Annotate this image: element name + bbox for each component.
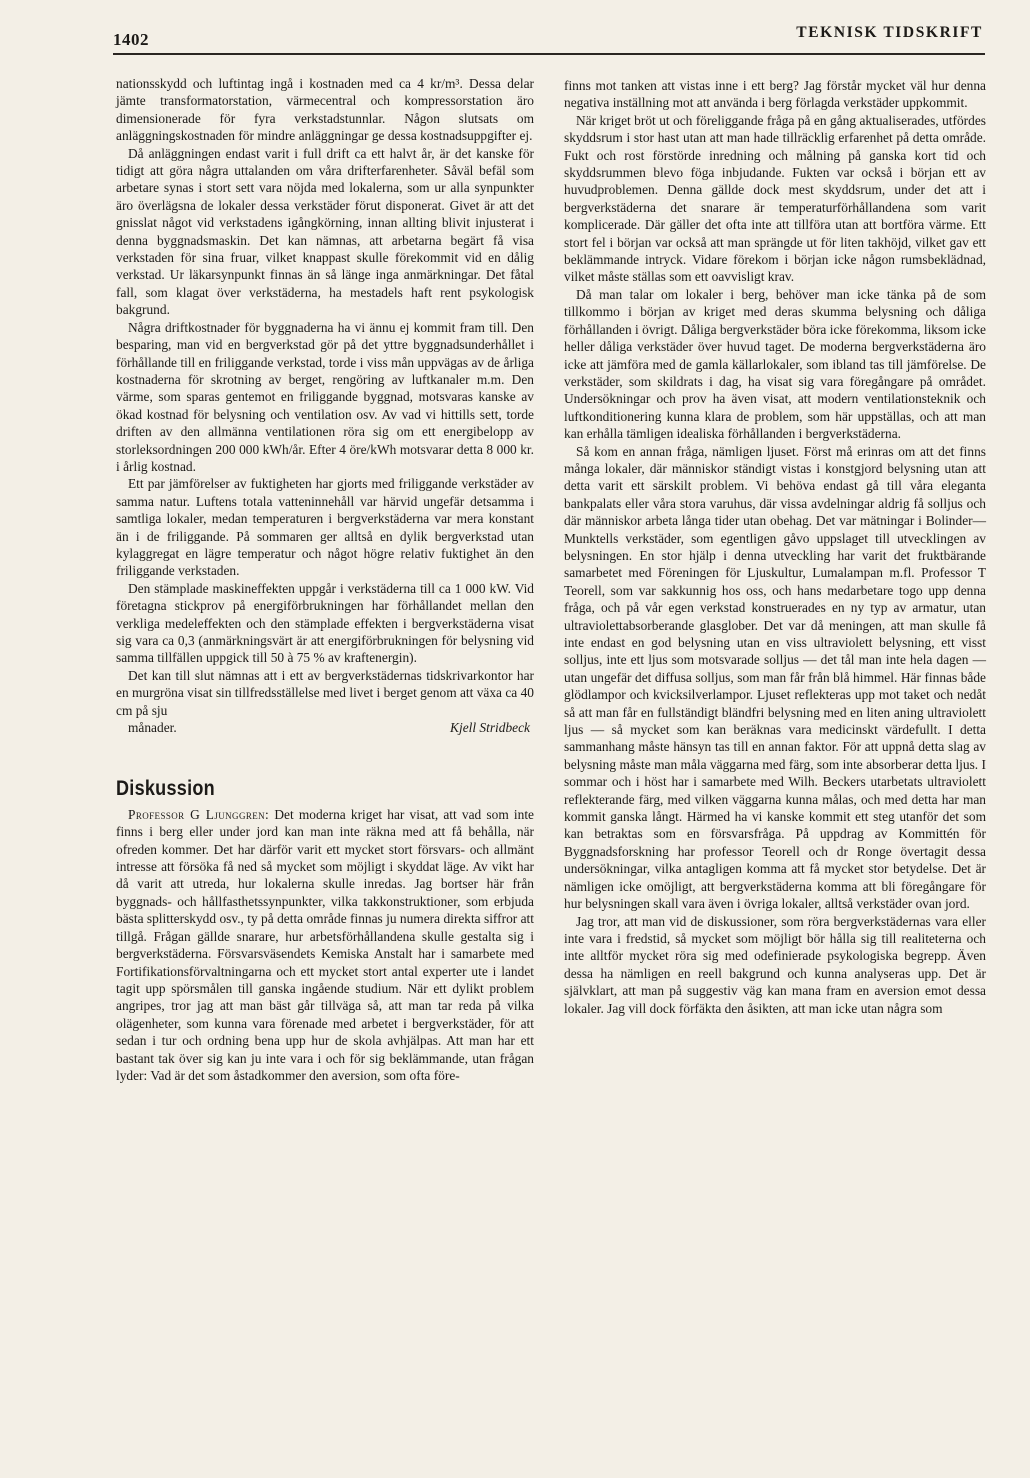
closing-paragraph: Det kan till slut nämnas att i ett av bergverkstädernas tidskrivarkontor har en murgröna visat sin tillfredsställelse med livet i berget genom att växa ca 40 cm på sju <box>116 667 534 718</box>
paragraph: Jag tror, att man vid de diskussioner, som röra bergverkstädernas vara eller inte vara i fredstid, så mycket som möjligt bör hålla sig till realiteterna och inte alltför mycket röra sig med odefinierade psykologiska begrepp. Även dessa ha nämligen en reell bakgrund och kunna analyseras upp. Det är självklart, att man på suggestiv väg kan mana fram en aversion emot dessa lokaler. Jag vill dock förfäkta den åsikten, att man icke utan några som <box>564 913 986 1016</box>
paragraph: Då anläggningen endast varit i full drift ca ett halvt år, är det kanske för tidigt att göra några uttalanden om våra drifterfarenheter. Såväl befäl som arbetare synas i stort sett vara nöjda med lokalerna, som ur alla synpunkter äro överlägsna de lokaler dessa verkstäder förut disponerat. Givet är att det gnisslat något vid verkstadens igångkörning, innan allting blivit injusterat i denna byggnadsmaskin. Det kan nämnas, att arbetarna begärt få visa verkstaden för sina fruar, vilket knappast skulle förekommit vid en dålig verkstad. Ur läkarsynpunkt finnas än så länge inga anmärkningar. Det fåtal fall, som klagat över verkstäderna, ha mestadels haft rent psykologisk bakgrund. <box>116 145 534 318</box>
closing-last-word: månader. <box>128 720 177 736</box>
discussion-text: Det moderna kriget har visat, att vad som inte finns i berg eller under jord kan man inte räkna med att få behålla, när ofreden kommer. Det har därför varit ett mycket stort försvars- och allmänt intresse att försöka få ned så mycket som möjligt i skyddat läge. Av vikt har då varit att utreda, hur lokalerna skulle inredas. Jag bortser här från byggnads- och hållfasthetssynpunkter, vilka takkonstruktioner, som erbjuda bästa splitterskydd osv., ty på detta område finnas ju numera direkta siffror att tillgå. Frågan gällde snarare, hur arbetsförhållandena skulle gestalta sig i bergverkstäderna. Försvarsväsendets Kemiska Anstalt har i samarbete med Fortifikationsförvaltningarna och ett mycket stort antal experter ute i landet tagit upp spörsmålen till ganska ingående studium. När ett dylikt problem angripes, tror jag att man bäst går tillväga så, att man tar reda på vilka olägenheter, som kunna vara förenade med arbetet i bergverkstäder, för att sedan i tur och ordning bena upp hur de skola avhjälpas. Att man har ett bastant tak över sig kan ju inte vara i och för sig beklämmande, utan frågan lyder: Vad är det som åstadkommer den aversion, som ofta före- <box>116 806 534 1083</box>
paragraph: Några driftkostnader för byggnaderna ha vi ännu ej kommit fram till. Den besparing, man vid en bergverkstad gör på det yttre byggnadsunderhållet i förhållande till en friliggande verkstad, torde i viss mån uppvägas av de årliga kostnaderna för skrotning av berget, rengöring av luftkanaler m.m. Den värme, som sparas gentemot en friliggande byggnad, motsvaras kanske av ökad kostnad för belysning och ventilation osv. Av vad vi hittills sett, torde driften av den allmänna ventilationen röra sig om ett energibelopp av storleksordningen 200 000 kWh/år. Efter 4 öre/kWh motsvarar detta 8 000 kr. i årlig kostnad. <box>116 319 534 474</box>
paragraph: Ett par jämförelser av fuktigheten har gjorts med friliggande verkstäder av samma natur. Luftens totala vatteninnehåll var härvid ungefär detsamma i samtliga lokaler, medan temperaturen i bergverkstäderna var mera konstant än i de friliggande. På sommaren ger alltså en dylik bergverkstad utan kylaggregat en lägre temperatur och något högre relativ fuktighet än den friliggande verkstaden. <box>116 476 534 579</box>
author-signature: Kjell Stridbeck <box>450 720 530 736</box>
paragraph: När kriget bröt ut och föreliggande fråga på en gång aktualiserades, utfördes skyddsrum i stor hast utan att man hade tillräcklig erfarenhet på detta område. Fukt och rost förstörde inredning och målning på ganska kort tid och skyddsrummen blevo föga inbjudande. Fukten var också i början ett av huvudproblemen. Denna gällde dock mest skyddsrum, under det att i bergverkstäderna det snarare är temperaturförhållandena som varit komplicerade. Där gäller det ofta inte att tillföra utan att bortföra värme. Ett stort fel i början var också att man sprängde ut för liten takhöjd, vilket gav ett beklämmande intryck. Vidare förekom i början icke någon rumsbeklädnad, vilket måste ställas som ett oavvisligt krav. <box>564 112 986 285</box>
paragraph: Då man talar om lokaler i berg, behöver man icke tänka på de som tillkommo i början av kriget med deras skumma belysning och dåliga förhållanden i övrigt. Dåliga bergverkstäder böra icke förekomma, liksom icke heller dåliga verkstäder över huvud taget. De moderna bergverkstäderna äro icke att jämföra med de gamla källarlokaler, som ibland tas till jämförelse. De verkstäder, som skildrats i dag, ha visat sig vara föregångare på området. Undersökningar och prov ha även visat, att modern ventilationsteknik och luftkonditionering kunna klara de problem, som här uppställas, och att man kan erhålla tämligen idealiska förhållanden i bergverkstäderna. <box>564 286 986 442</box>
header-rule <box>113 53 985 55</box>
left-column <box>116 75 534 1084</box>
paragraph: finns mot tanken att vistas inne i ett berg? Jag förstår mycket väl hur denna negativa inställning mot att använda i berg förlagda verkstäder uppkommit. <box>564 78 986 111</box>
section-heading: Diskussion <box>116 777 215 801</box>
paragraph: Den stämplade maskineffekten uppgår i verkstäderna till ca 1 000 kW. Vid företagna stickprov på energiförbrukningen har förhållandet mellan den verkliga medeleffekten och den stämplade effekten i bergverkstäderna visat sig vara ca 0,3 (anmärkningsvärt är att energiförbrukningen för belysning vid samma tillfällen uppgick till 50 à 75 % av kraftenergin). <box>116 580 534 666</box>
paragraph: nationsskydd och luftintag ingå i kostnaden med ca 4 kr/m³. Dessa delar jämte transformatorstation, värmecentral och kompressorstation äro dimensionerade för fyra verkstadstunnlar. Någon slutsats om anläggningskostnaden för mindre anläggningar ge dessa kostnadsuppgifter ej. <box>116 76 534 144</box>
right-column <box>564 77 986 1017</box>
speaker-name: Professor G Ljunggren: <box>128 806 270 822</box>
page-number: 1402 <box>113 30 149 49</box>
signature-line <box>116 719 534 736</box>
paragraph: Så kom en annan fråga, nämligen ljuset. Först må erinras om att det finns många lokaler, där människor ständigt vistas i konstgjord belysning utan att detta varit ett särskilt problem. Vi behöva endast gå till våra eleganta bankpalats eller våra stora varuhus, där vissa avdelningar aldrig få solljus och där människor arbeta långa tider utan obehag. Det var mätningar i Bolinder—Munktells verkstäder, som egentligen gåvo uppslaget till utvecklingen av belysningen. En stor hjälp i denna utveckling har varit det fruktbärande samarbetet med Föreningen för Ljuskultur, Lumalampan m.fl. Professor T Teorell, som var sakkunnig hos oss, och hans medarbetare togo upp denna fråga, och på vår egen verkstad konstruerades en ny typ av armatur, utan ultraviolettabsorberande glasglober. Det var då meningen, att man skulle få inte endast en god belysning utan en viss ultraviolett belysning, ett visst solljus, inte ett ljus som motsvarade solljus — det tål man inte hela dagen — utan ungefär det diffusa solljus, som man får från blå himmel. Här finnas både glödlampor och kvicksilverlampor. Ljuset reflekteras upp mot taket och nedåt så att man får en fullständigt bländfri belysning med en liten aning ultraviolett ljus — så mycket som kan beräknas vara medicinskt värdefullt. I detta sammanhang måste hänsyn tas till en annan faktor. För att uppnå detta slag av belysning måste man måla väggarna med färg, som inte absorberar detta ljus. I sommar och i höst har i samarbete med Wilh. Beckers utarbetats ultraviolett reflekterande färg, med vilken väggarna kunna målas, och med detta har man kommit ganska långt. Härmed ha vi kanske kommit ett steg utanför det som kan betraktas som en försvarsfråga. På uppdrag av Kommittén för Byggnadsforskning har professor Teorell och dr Ronge övertagit dessa undersökningar, vilka antagligen komma att få mycket stor betydelse. Det är nämligen icke omöjligt, att bergverkstäderna komma att bli föregångare för hur belysningen skall vara även i övriga lokaler, alltså verkstäder ovan jord. <box>564 443 986 912</box>
journal-title: TEKNISK TIDSKRIFT <box>796 24 983 41</box>
discussion-paragraph <box>116 806 534 1085</box>
